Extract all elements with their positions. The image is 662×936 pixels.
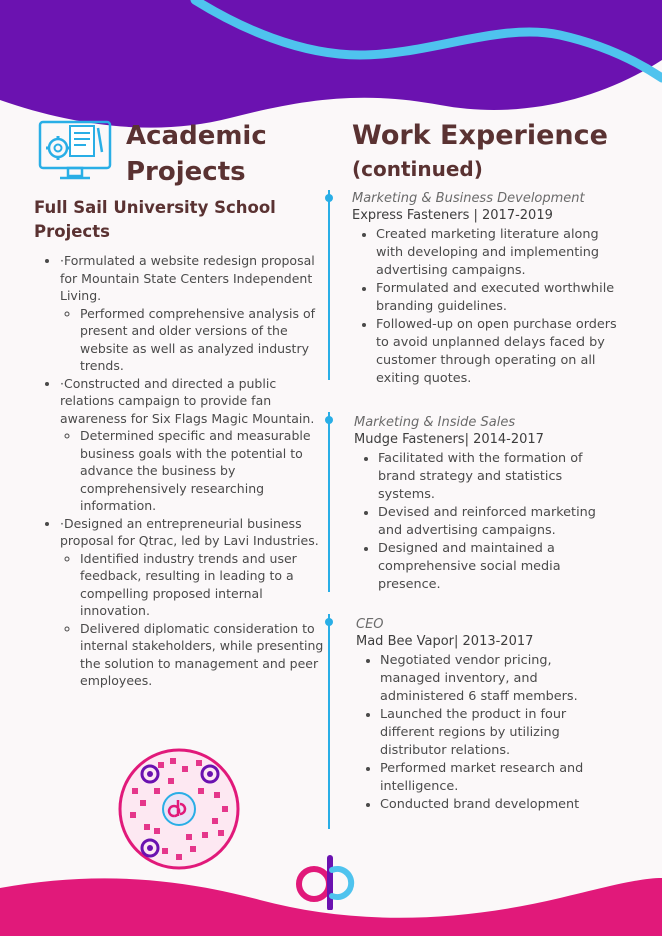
job-company: Express Fasteners | 2017-2019 <box>352 208 553 223</box>
job-title: Marketing & Inside Sales <box>354 415 516 430</box>
academic-title-line1: Academic <box>126 121 267 151</box>
job-bullets <box>356 652 612 814</box>
project-item <box>60 252 334 375</box>
project-list <box>34 252 334 690</box>
job-company: Mudge Fasteners| 2014-2017 <box>354 432 544 447</box>
job-bullets <box>352 226 622 388</box>
job-bullet: • Performed market research and intelligence. <box>380 760 612 796</box>
qr-code[interactable] <box>118 748 240 870</box>
job-bullets <box>354 450 614 594</box>
academic-projects-section <box>34 118 334 690</box>
job-bullet: • Negotiated vendor pricing, managed inventory, and administered 6 staff members. <box>380 652 612 706</box>
job-bullet: • Devised and reinforced marketing and advertising campaigns. <box>378 504 614 540</box>
academic-title-line2: Projects <box>126 157 246 187</box>
job-bullet: • Created marketing literature along with developing and implementing advertising campaigns. <box>376 226 622 280</box>
project-item <box>60 515 334 690</box>
job-entry-3 <box>356 616 612 814</box>
school-subtitle: Full Sail University School Projects <box>34 198 276 241</box>
job-bullet: • Followed-up on open purchase orders to avoid unplanned delays faced by customer through operating on all exiting quotes. <box>376 316 622 388</box>
project-subitem: ◦ Delivered diplomatic consideration to internal stakeholders, while presenting the solution to management and peer employees. <box>80 620 334 690</box>
job-company: Mad Bee Vapor| 2013-2017 <box>356 634 534 649</box>
project-subitem: ◦ Identified industry trends and user feedback, resulting in leading to a compelling proposed internal innovation. <box>80 550 334 620</box>
brand-logo <box>292 850 364 910</box>
job-entry-2 <box>354 414 614 594</box>
job-bullet: • Conducted brand development <box>380 796 612 814</box>
project-text: ·Formulated a website redesign proposal for Mountain State Centers Independent Living. <box>60 253 315 303</box>
work-title-line2: (continued) <box>352 157 483 181</box>
project-subitem: ◦ Determined specific and measurable business goals with the potential to advance the business by comprehensively researching information. <box>80 427 334 515</box>
project-item <box>60 375 334 515</box>
work-title-line1: Work Experience <box>352 120 608 151</box>
job-bullet: • Designed and maintained a comprehensive social media presence. <box>378 540 614 594</box>
academic-header <box>34 118 334 190</box>
job-title: CEO <box>356 617 384 632</box>
job-bullet: • Launched the product in four different regions by utilizing distributor relations. <box>380 706 612 760</box>
job-entry-1 <box>352 190 622 388</box>
project-text: ·Constructed and directed a public relations campaign to provide fan awareness for Six Flags Magic Mountain. <box>60 375 315 426</box>
job-bullet: • Facilitated with the formation of brand strategy and statistics systems. <box>378 450 614 504</box>
job-bullet: • Formulated and executed worthwhile branding guidelines. <box>376 280 622 316</box>
work-experience-section <box>352 118 622 812</box>
top-purple-wave <box>0 0 662 128</box>
project-text: ·Designed an entrepreneurial business proposal for Qtrac, led by Lavi Industries. <box>60 515 319 548</box>
job-title: Marketing & Business Development <box>352 191 585 206</box>
computer-document-gear-icon <box>34 118 118 190</box>
project-subitem: ◦ Performed comprehensive analysis of present and older versions of the website as well as analyzed industry trends. <box>80 305 334 375</box>
